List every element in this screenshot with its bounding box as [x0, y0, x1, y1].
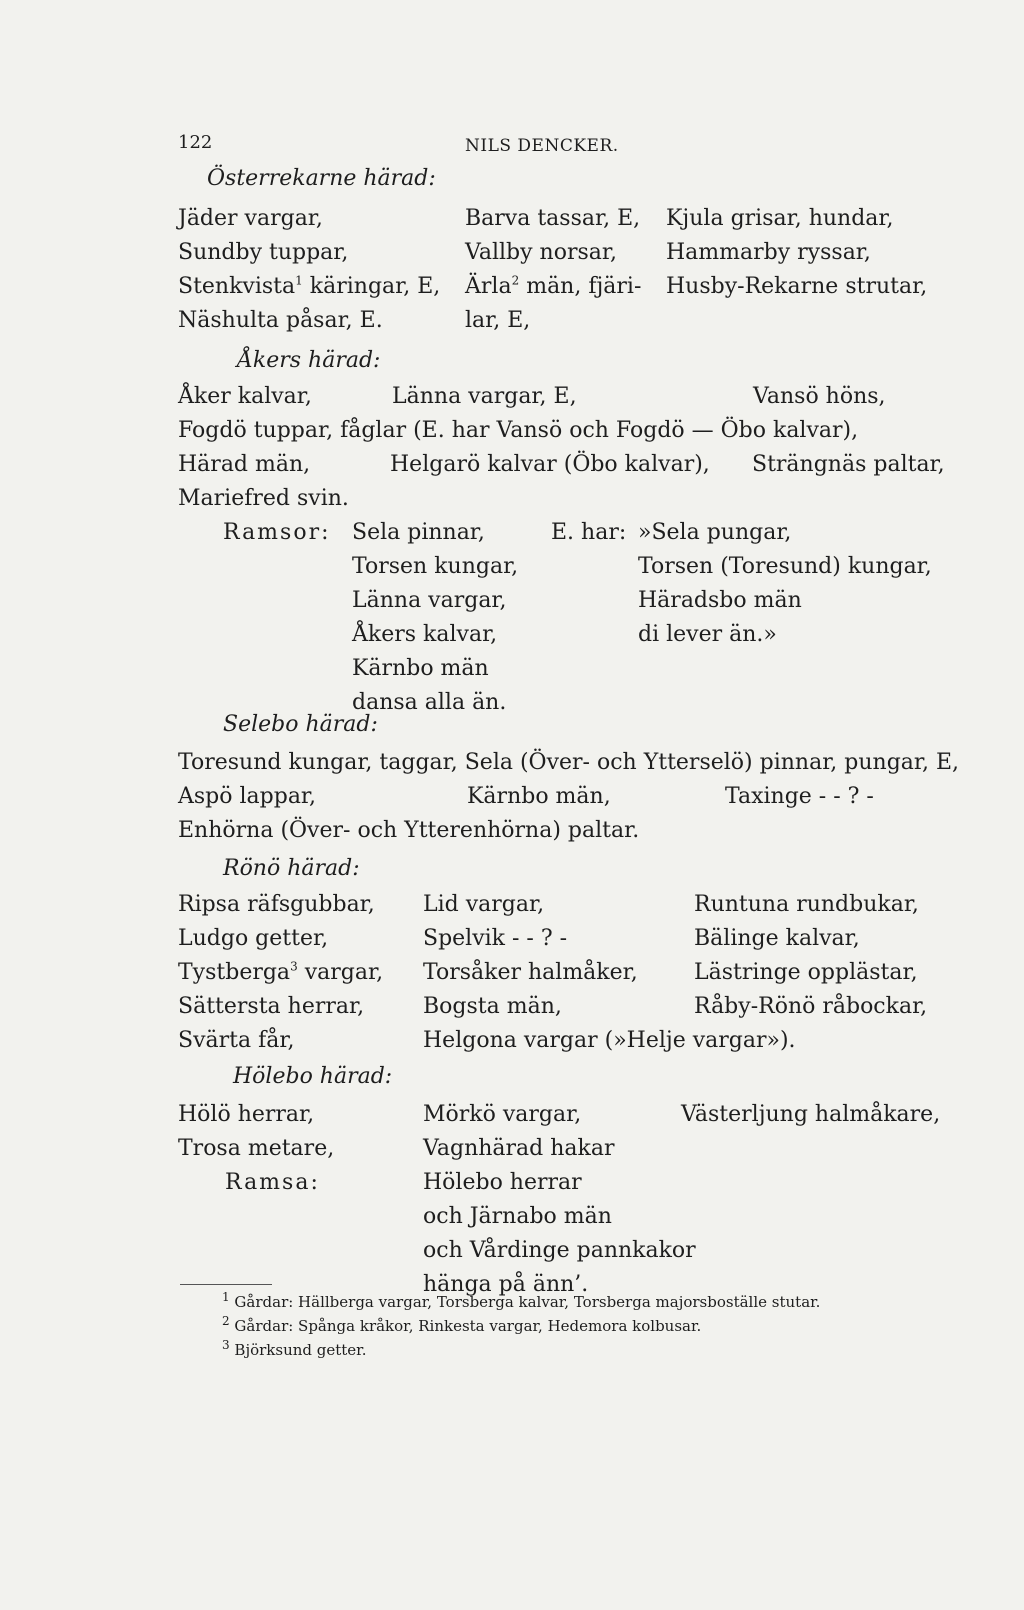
- running-head: NILS DENCKER.: [465, 136, 619, 156]
- text-line: Spelvik - - ? -: [423, 926, 568, 951]
- text-line: Lid vargar,: [423, 892, 545, 917]
- text-line: Ludgo getter,: [178, 926, 329, 951]
- text-line: Länna vargar, E,: [392, 384, 577, 409]
- text-line: Ärla$^2$ män, fjäri-: [465, 273, 642, 299]
- text-line: Vallby norsar,: [465, 240, 617, 265]
- footnote-rule: [180, 1284, 272, 1285]
- verse-line: och Järnabo män: [423, 1204, 612, 1229]
- text-line: Ripsa räfsgubbar,: [178, 892, 375, 917]
- footnote-ref: 1: [295, 273, 303, 288]
- text-line: Näshulta påsar, E.: [178, 308, 383, 333]
- section-heading-selebo: Selebo härad:: [223, 712, 378, 737]
- footnote-ref: 2: [511, 273, 520, 288]
- verse-line: Kärnbo män: [352, 656, 489, 681]
- text-line: Mörkö vargar,: [423, 1102, 582, 1127]
- text-line: lar, E,: [465, 308, 531, 333]
- footnote: $^2$ Gårdar: Spånga kråkor, Rinkesta vargar, Hedemora kolbusar.: [222, 1314, 702, 1335]
- text-line: Tystberga$^3$ vargar,: [178, 959, 384, 985]
- text-line: Svärta får,: [178, 1028, 295, 1053]
- text-line: Strängnäs paltar,: [752, 452, 945, 477]
- text-line: Aspö lappar,: [178, 784, 317, 809]
- text-line: Helgarö kalvar (Öbo kalvar),: [390, 452, 710, 477]
- e-har-label: E. har:: [551, 520, 627, 545]
- text-line: Toresund kungar, taggar, Sela (Över- och Ytterselö) pinnar, pungar, E,: [178, 750, 960, 775]
- ramsa-label: Ramsa:: [225, 1170, 320, 1195]
- text-line: Trosa metare,: [178, 1136, 335, 1161]
- text-line: Stenkvista$^1$ käringar, E,: [178, 273, 441, 299]
- text-line: Torsåker halmåker,: [423, 960, 638, 985]
- verse-line: Torsen (Toresund) kungar,: [638, 554, 932, 579]
- verse-line: Sela pinnar,: [352, 520, 485, 545]
- section-heading-osterrekarne: Österrekarne härad:: [207, 166, 436, 191]
- text-line: Jäder vargar,: [178, 206, 323, 231]
- verse-line: »Sela pungar,: [638, 520, 792, 545]
- text-line: Barva tassar, E,: [465, 206, 641, 231]
- ramsor-label: Ramsor:: [223, 520, 331, 545]
- footnote: $^1$ Gårdar: Hällberga vargar, Torsberga kalvar, Torsberga majorsboställe stutar.: [222, 1290, 821, 1311]
- text-line: Hölö herrar,: [178, 1102, 315, 1127]
- text-line: Mariefred svin.: [178, 486, 349, 511]
- text-line: Husby-Rekarne strutar,: [666, 274, 928, 299]
- verse-line: Häradsbo män: [638, 588, 802, 613]
- text-line: Härad män,: [178, 452, 311, 477]
- verse-line: och Vårdinge pannkakor: [423, 1238, 696, 1263]
- text-line: Bälinge kalvar,: [694, 926, 860, 951]
- text-line: Kjula grisar, hundar,: [666, 206, 894, 231]
- verse-line: Åkers kalvar,: [352, 622, 498, 647]
- verse-line: Hölebo herrar: [423, 1170, 582, 1195]
- footnote-ref: 3: [290, 959, 298, 974]
- page-number: 122: [178, 132, 213, 153]
- text-line: Åker kalvar,: [178, 384, 312, 409]
- section-heading-rono: Rönö härad:: [223, 856, 360, 881]
- text-line: Kärnbo män,: [467, 784, 611, 809]
- verse-line: dansa alla än.: [352, 690, 507, 715]
- verse-line: Länna vargar,: [352, 588, 507, 613]
- text-line: Västerljung halmåkare,: [681, 1102, 941, 1127]
- text-line: Sättersta herrar,: [178, 994, 365, 1019]
- footnote: $^3$ Björksund getter.: [222, 1338, 367, 1359]
- section-heading-holebo: Hölebo härad:: [233, 1064, 393, 1089]
- text-line: Bogsta män,: [423, 994, 562, 1019]
- text-line: Lästringe opplästar,: [694, 960, 918, 985]
- text-line: Enhörna (Över- och Ytterenhörna) paltar.: [178, 818, 640, 843]
- text-line: Hammarby ryssar,: [666, 240, 871, 265]
- text-line: Råby-Rönö råbockar,: [694, 994, 928, 1019]
- text-line: Helgona vargar (»Helje vargar»).: [423, 1028, 796, 1053]
- verse-line: Vagnhärad hakar: [423, 1136, 615, 1161]
- verse-line: di lever än.»: [638, 622, 777, 647]
- text-line: Taxinge - - ? -: [725, 784, 874, 809]
- section-heading-akers: Åkers härad:: [237, 348, 381, 373]
- text-line: Sundby tuppar,: [178, 240, 349, 265]
- text-line: Vansö höns,: [753, 384, 886, 409]
- text-line: Fogdö tuppar, fåglar (E. har Vansö och Fogdö — Öbo kalvar),: [178, 418, 859, 443]
- verse-line: hänga på änn’.: [423, 1272, 589, 1297]
- text-line: Runtuna rundbukar,: [694, 892, 919, 917]
- verse-line: Torsen kungar,: [352, 554, 519, 579]
